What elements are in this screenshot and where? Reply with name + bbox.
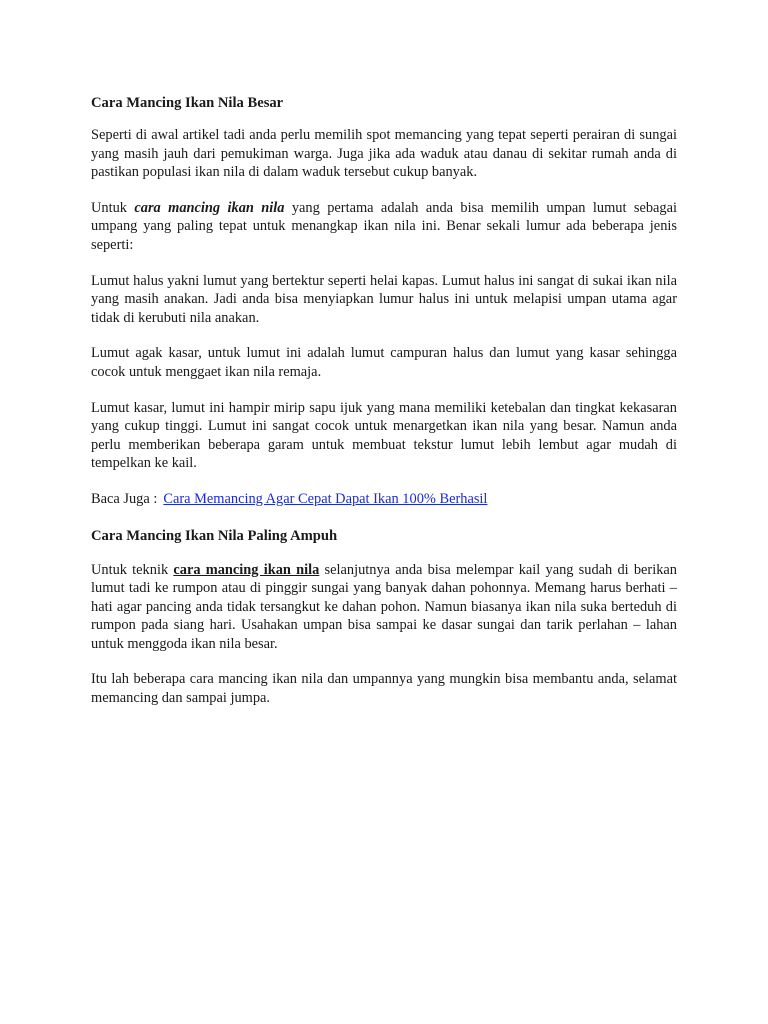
- paragraph-lumut-agak-kasar: Lumut agak kasar, untuk lumut ini adalah lumut campuran halus dan lumut yang kasar sehingga cocok untuk menggaet ikan nila remaja.: [91, 345, 677, 380]
- paragraph-text: yang pertama adalah anda bisa memilih umpan lumut sebagai umpang yang paling tepat untuk menangkap ikan nila ini. Benar sekali lumur ada beberapa jenis seperti:: [91, 199, 677, 253]
- section-subtitle: Cara Mancing Ikan Nila Paling Ampuh: [91, 527, 338, 544]
- baca-juga-line: [91, 490, 677, 509]
- baca-juga-label: Baca Juga :: [91, 490, 158, 507]
- keyword-link[interactable]: cara mancing ikan nila: [173, 561, 320, 578]
- paragraph-text: selanjutnya anda bisa melempar kail yang sudah di berikan lumut tadi ke rumpon atau di pinggir sungai yang banyak dahan pohonnya. Memang harus berhati – hati agar pancing anda tidak tersangkut ke dahan pohon. Namun biasanya ikan nila suka berteduh di rumpon pada siang hari. Usahakan umpan bisa sampai ke dasar sungai dan tarik perlahan – lahan untuk menggoda ikan nila besar.: [91, 561, 677, 652]
- paragraph-teknik: [91, 561, 677, 654]
- article-title: Cara Mancing Ikan Nila Besar: [91, 95, 284, 111]
- paragraph-umpan-lumut: [91, 199, 677, 255]
- paragraph-lumut-halus: Lumut halus yakni lumut yang bertektur seperti helai kapas. Lumut halus ini sangat di sukai ikan nila yang masih anakan. Jadi anda bisa menyiapkan lumur halus ini untuk melapisi umpan utama agar tidak di kerubuti nila anakan.: [91, 272, 677, 326]
- paragraph-lumut-kasar: Lumut kasar, lumut ini hampir mirip sapu ijuk yang mana memiliki ketebalan dan tingkat kekasaran yang cukup tinggi. Lumut ini sangat cocok untuk menargetkan ikan nila yang besar. Namun anda perlu memberikan beberapa garam untuk membuat tekstur lumut lebih lembut agar mudah di tempelkan ke kail.: [91, 399, 677, 472]
- keyword-emphasis: cara mancing ikan nila: [134, 199, 285, 216]
- document-page: [91, 94, 677, 725]
- related-article-link[interactable]: Cara Memancing Agar Cepat Dapat Ikan 100% Berhasil: [163, 490, 488, 507]
- paragraph-text: Untuk: [91, 199, 135, 216]
- paragraph-closing: Itu lah beberapa cara mancing ikan nila dan umpannya yang mungkin bisa membantu anda, selamat memancing dan sampai jumpa.: [91, 671, 677, 707]
- paragraph-intro: Seperti di awal artikel tadi anda perlu memilih spot memancing yang tepat seperti perairan di sungai yang masih jauh dari pemukiman warga. Juga jika ada waduk atau danau di sekitar rumah anda di pastikan populasi ikan nila di dalam waduk tersebut cukup banyak.: [91, 127, 677, 181]
- paragraph-text: Untuk teknik: [91, 561, 174, 578]
